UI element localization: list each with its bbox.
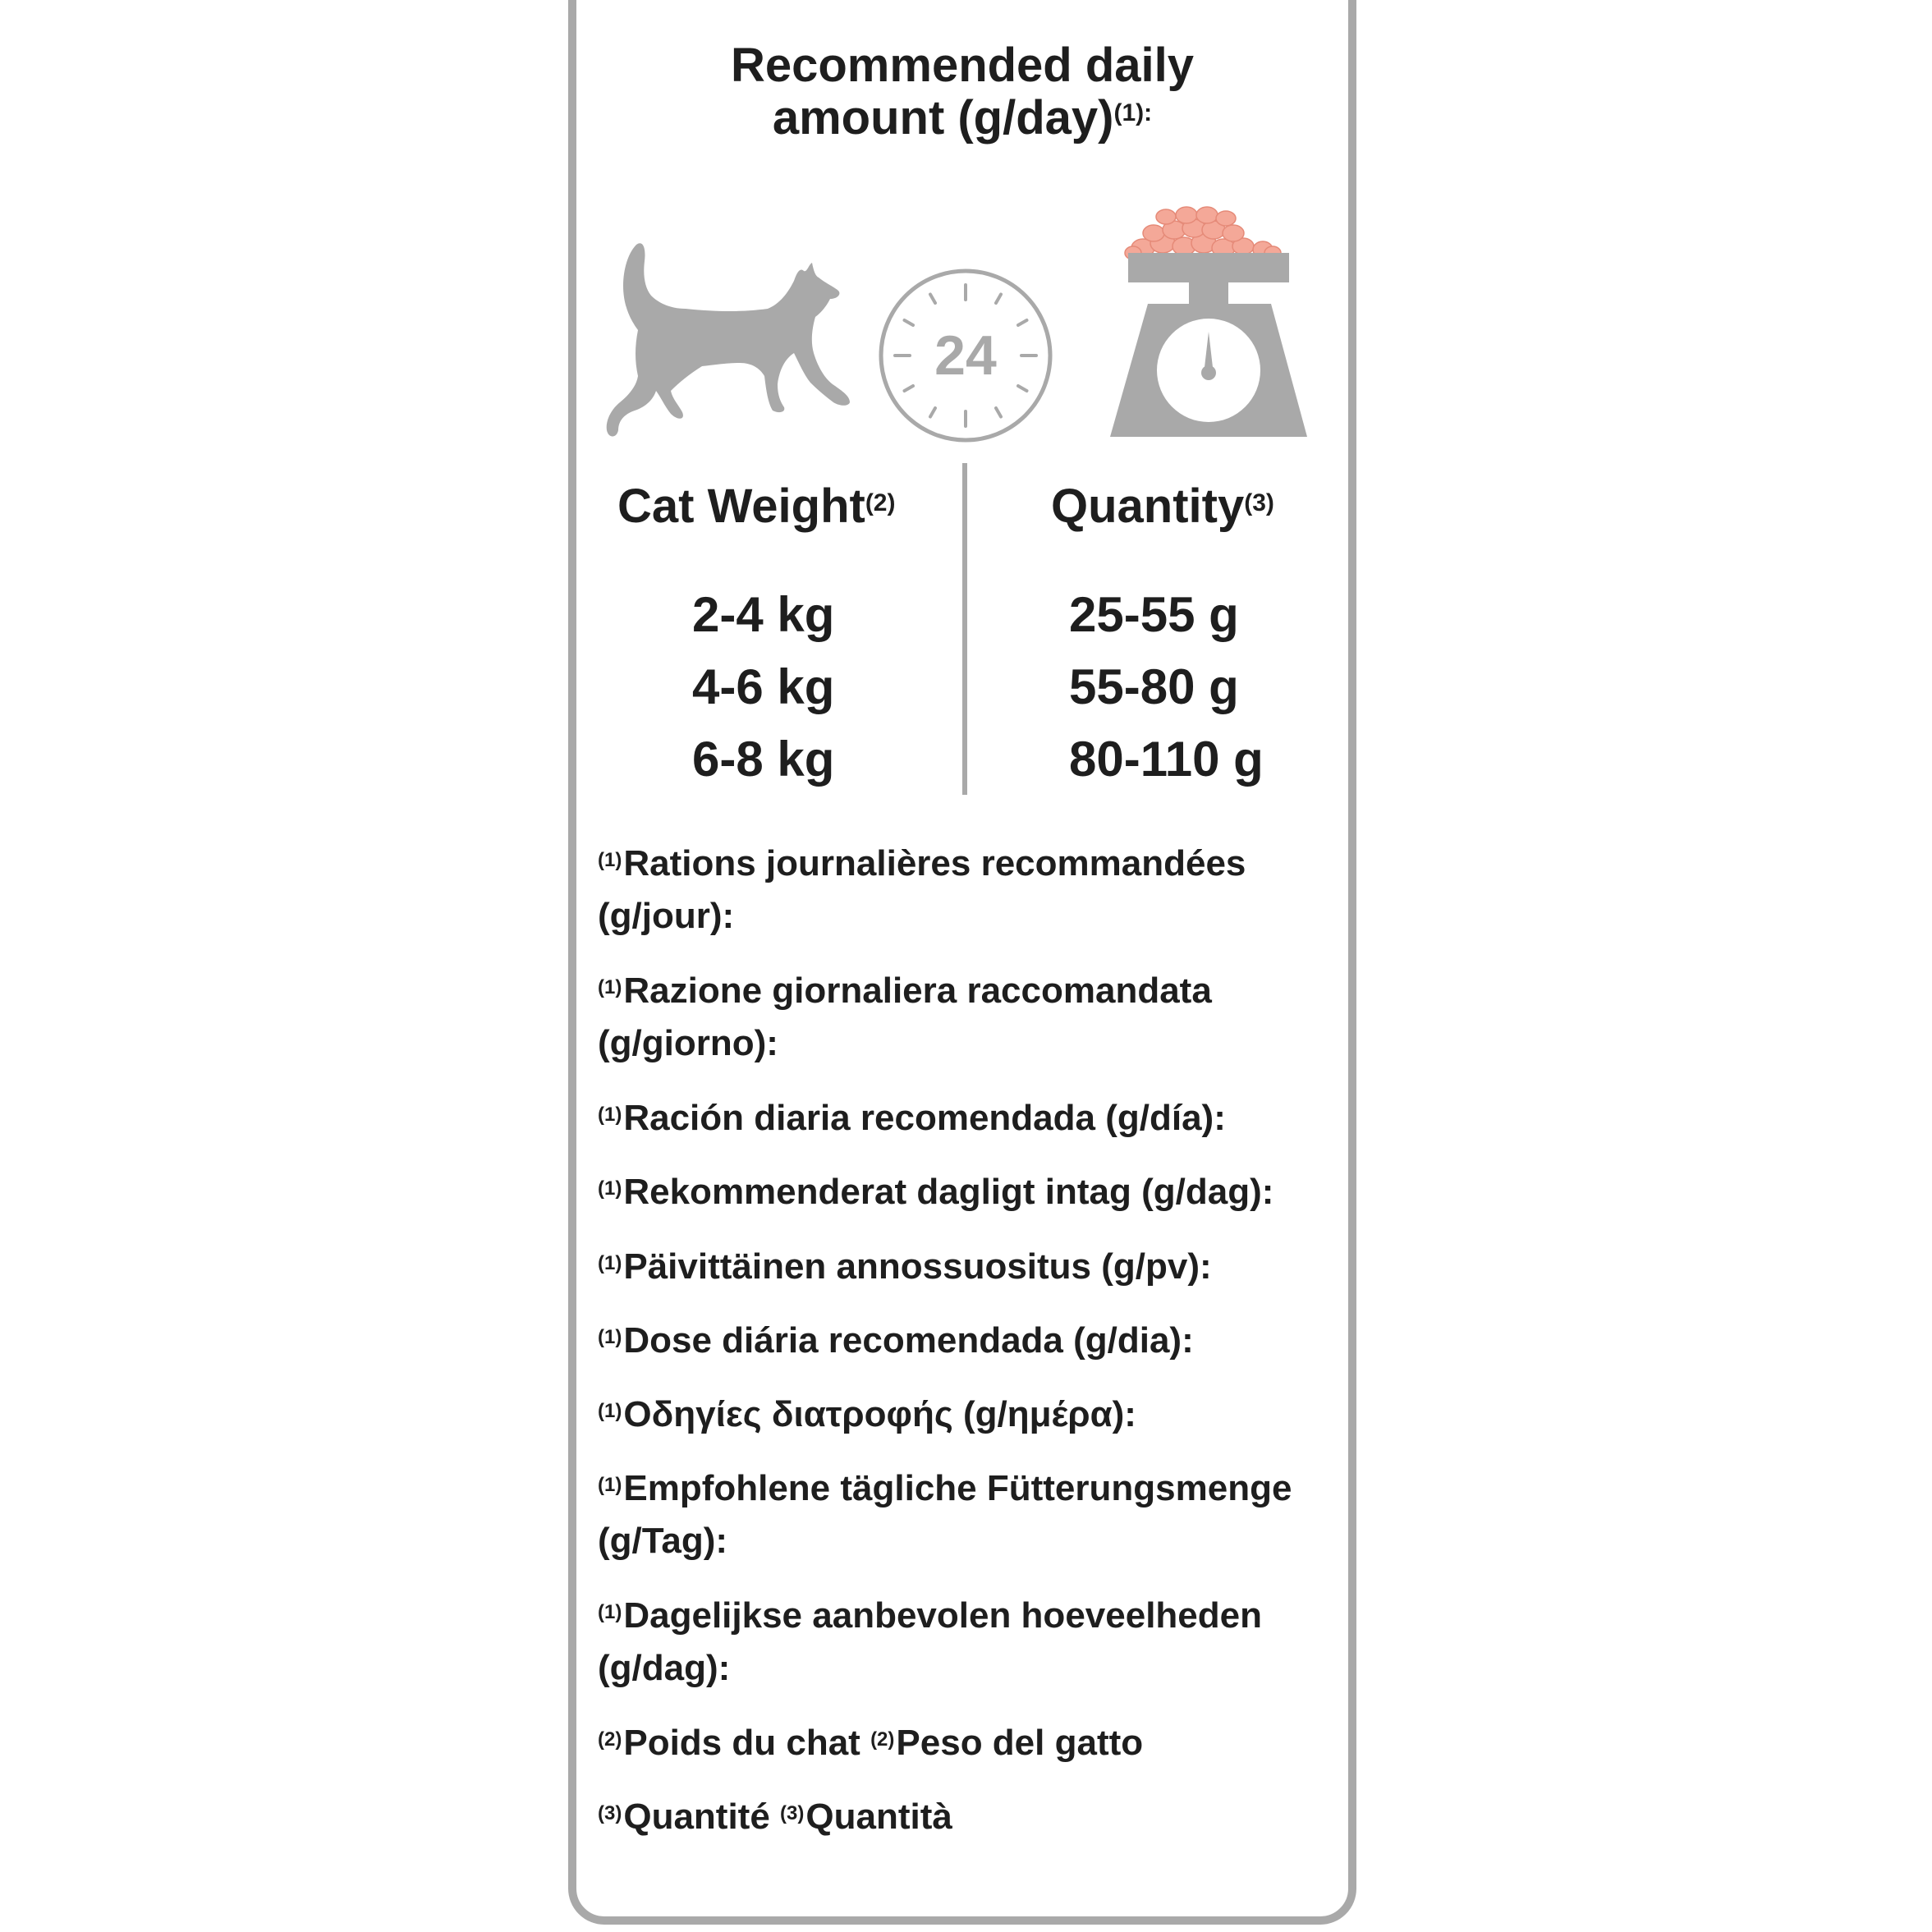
note-text: Peso del gatto xyxy=(896,1723,1144,1763)
note-marker: (2) xyxy=(870,1728,895,1751)
weight-value: 2-4 kg xyxy=(692,587,835,642)
title-line-2: amount (g/day) xyxy=(772,91,1114,145)
note-marker: (1) xyxy=(598,1326,622,1348)
kitchen-scale-with-kibble-icon xyxy=(1108,205,1310,439)
note-marker: (1) xyxy=(598,1177,622,1200)
translation-notes xyxy=(598,838,1320,1865)
note-marker: (1) xyxy=(598,1601,622,1623)
clock-24-icon xyxy=(877,267,1054,444)
quantity-header-label: Quantity xyxy=(1051,480,1245,533)
note-marker: (1) xyxy=(598,1400,622,1422)
note-text: Οδηγίες διατροφής (g/ημέρα): xyxy=(623,1394,1136,1434)
note-text: Dose diária recomendada (g/dia): xyxy=(623,1320,1194,1361)
note-finnish xyxy=(598,1241,1320,1293)
footnote-cat-weight xyxy=(598,1717,1320,1769)
column-divider xyxy=(962,463,967,795)
note-marker: (1) xyxy=(598,849,622,871)
note-marker: (3) xyxy=(780,1802,805,1824)
note-text: Quantità xyxy=(805,1797,952,1837)
note-german xyxy=(598,1462,1320,1567)
note-swedish xyxy=(598,1166,1320,1218)
note-marker: (1) xyxy=(598,976,622,998)
quantity-value: 25-55 g xyxy=(1069,587,1239,642)
note-italian xyxy=(598,965,1320,1070)
note-text: Päivittäinen annossuositus (g/pv): xyxy=(623,1246,1212,1287)
page-title xyxy=(568,39,1356,145)
note-text: Ración diaria recomendada (g/día): xyxy=(623,1098,1226,1138)
quantity-value: 80-110 g xyxy=(1069,732,1264,787)
weight-column xyxy=(692,579,834,796)
cat-weight-header-label: Cat Weight xyxy=(617,480,865,533)
cat-weight-header xyxy=(617,480,895,533)
note-marker: (1) xyxy=(598,1104,622,1126)
title-footnote-marker: (1): xyxy=(1113,99,1153,126)
clock-label: 24 xyxy=(934,324,997,387)
note-text: Dagelijkse aanbevolen hoeveelheden (g/dag): xyxy=(598,1595,1262,1688)
note-marker: (2) xyxy=(598,1728,622,1751)
cat-weight-footnote-marker: (2) xyxy=(865,489,896,516)
footnote-quantity xyxy=(598,1791,1320,1843)
note-dutch xyxy=(598,1590,1320,1695)
note-spanish xyxy=(598,1092,1320,1145)
note-text: Razione giornaliera raccomandata (g/giorno): xyxy=(598,971,1212,1063)
note-text: Empfohlene tägliche Fütterungsmenge (g/Tag): xyxy=(598,1468,1292,1561)
note-text: Rekommenderat dagligt intag (g/dag): xyxy=(623,1172,1274,1212)
note-marker: (3) xyxy=(598,1802,622,1824)
quantity-column xyxy=(1069,579,1264,796)
note-text: Quantité xyxy=(623,1797,770,1837)
quantity-header xyxy=(1051,480,1274,533)
quantity-footnote-marker: (3) xyxy=(1244,489,1274,516)
note-marker: (1) xyxy=(598,1474,622,1496)
weight-value: 6-8 kg xyxy=(692,732,835,787)
note-portuguese xyxy=(598,1315,1320,1367)
weight-value: 4-6 kg xyxy=(692,659,835,714)
note-marker: (1) xyxy=(598,1252,622,1274)
note-greek xyxy=(598,1388,1320,1441)
cat-silhouette-icon xyxy=(603,238,862,439)
note-text: Poids du chat xyxy=(623,1723,860,1763)
note-french xyxy=(598,838,1320,943)
quantity-value: 55-80 g xyxy=(1069,659,1239,714)
title-line-1: Recommended daily xyxy=(730,39,1195,92)
note-text: Rations journalières recommandées (g/jour): xyxy=(598,843,1246,936)
